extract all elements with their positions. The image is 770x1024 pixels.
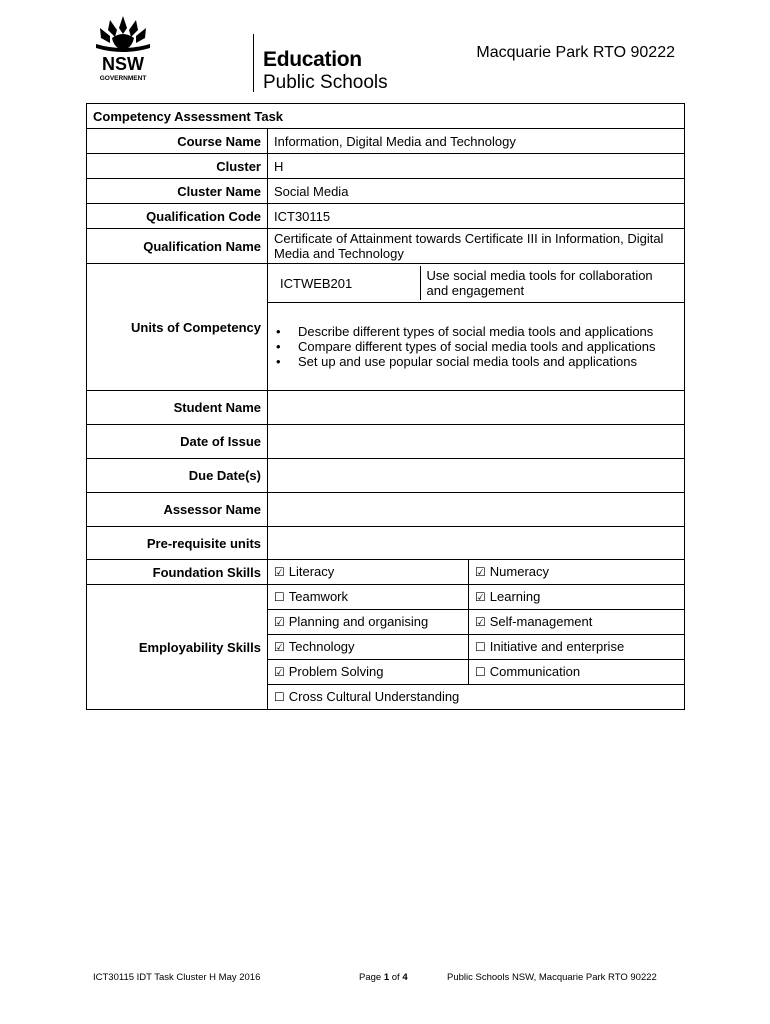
skill-label: Literacy: [288, 564, 335, 579]
unit-title: Use social media tools for collaboration and engagement: [426, 268, 653, 298]
checkbox-icon[interactable]: ☑: [274, 615, 285, 629]
skill-label: Learning: [489, 589, 541, 604]
date-of-issue-field[interactable]: [268, 425, 685, 459]
unit-elements-list: [274, 324, 678, 369]
svg-text:GOVERNMENT: GOVERNMENT: [99, 75, 147, 82]
unit-header-cell: [268, 264, 685, 303]
unit-code: ICTWEB201: [274, 266, 420, 300]
date-of-issue-label: Date of Issue: [87, 425, 268, 459]
skill-label: Technology: [288, 639, 355, 654]
course-name-value: Information, Digital Media and Technology: [268, 129, 685, 154]
checkbox-icon[interactable]: ☐: [274, 690, 285, 704]
checkbox-icon[interactable]: ☐: [475, 665, 486, 679]
qualification-code-value: ICT30115: [268, 204, 685, 229]
footer-doc-ref: ICT30115 IDT Task Cluster H May 2016: [93, 972, 261, 983]
cluster-value: H: [268, 154, 685, 179]
cluster-name-value: Social Media: [268, 179, 685, 204]
qualification-name-label: Qualification Name: [87, 229, 268, 264]
skill-initiative-enterprise: [469, 635, 685, 660]
skill-label: Planning and organising: [288, 614, 429, 629]
waratah-logo-icon: [92, 14, 154, 82]
skill-teamwork: [268, 585, 469, 610]
skill-self-management: [469, 610, 685, 635]
skill-learning: [469, 585, 685, 610]
rto-header: Macquarie Park RTO 90222: [476, 44, 675, 61]
checkbox-icon[interactable]: ☐: [274, 590, 285, 604]
checkbox-icon[interactable]: ☑: [475, 590, 486, 604]
footer-org: Public Schools NSW, Macquarie Park RTO 90222: [447, 972, 657, 983]
logo-divider: [253, 34, 254, 92]
checkbox-icon[interactable]: ☑: [274, 665, 285, 679]
skill-label: Numeracy: [489, 564, 550, 579]
checkbox-icon[interactable]: ☑: [274, 565, 285, 579]
nsw-education-logo: [92, 14, 388, 93]
unit-elements-cell: [268, 303, 685, 391]
skill-technology: [268, 635, 469, 660]
foundation-skills-label: Foundation Skills: [87, 560, 268, 585]
student-name-label: Student Name: [87, 391, 268, 425]
list-item: • Compare different types of social media tools and applications: [298, 339, 678, 354]
table-title: Competency Assessment Task: [87, 104, 685, 129]
student-name-field[interactable]: [268, 391, 685, 425]
skill-label: Cross Cultural Understanding: [288, 689, 460, 704]
assessor-name-field[interactable]: [268, 493, 685, 527]
course-name-label: Course Name: [87, 129, 268, 154]
footer-page-number: Page 1 of 4: [359, 972, 408, 983]
employability-skills-label: Employability Skills: [87, 585, 268, 710]
checkbox-icon[interactable]: ☑: [475, 615, 486, 629]
skill-cross-cultural: [268, 685, 685, 710]
skill-label: Problem Solving: [288, 664, 384, 679]
unit-header: [274, 266, 678, 300]
list-item: • Set up and use popular social media tools and applications: [298, 354, 678, 369]
qualification-code-label: Qualification Code: [87, 204, 268, 229]
cluster-label: Cluster: [87, 154, 268, 179]
logo-education-text: Education: [263, 48, 362, 71]
prerequisite-units-label: Pre-requisite units: [87, 527, 268, 560]
skill-label: Initiative and enterprise: [489, 639, 625, 654]
checkbox-icon[interactable]: ☐: [475, 640, 486, 654]
skill-label: Communication: [489, 664, 581, 679]
skill-label: Teamwork: [288, 589, 349, 604]
skill-label: Self-management: [489, 614, 593, 629]
list-item: • Describe different types of social media tools and applications: [298, 324, 678, 339]
cluster-name-label: Cluster Name: [87, 179, 268, 204]
checkbox-icon[interactable]: ☑: [274, 640, 285, 654]
assessor-name-label: Assessor Name: [87, 493, 268, 527]
svg-text:NSW: NSW: [102, 54, 144, 74]
due-dates-field[interactable]: [268, 459, 685, 493]
qualification-name-value: Certificate of Attainment towards Certificate III in Information, Digital Media and Technology: [268, 229, 685, 264]
competency-assessment-table: [86, 103, 685, 710]
units-of-competency-label: Units of Competency: [87, 264, 268, 391]
skill-communication: [469, 660, 685, 685]
skill-planning-organising: [268, 610, 469, 635]
skill-numeracy: [469, 560, 685, 585]
skill-literacy: [268, 560, 469, 585]
due-dates-label: Due Date(s): [87, 459, 268, 493]
checkbox-icon[interactable]: ☑: [475, 565, 486, 579]
prerequisite-units-field[interactable]: [268, 527, 685, 560]
skill-problem-solving: [268, 660, 469, 685]
logo-public-schools-text: Public Schools: [263, 72, 388, 93]
